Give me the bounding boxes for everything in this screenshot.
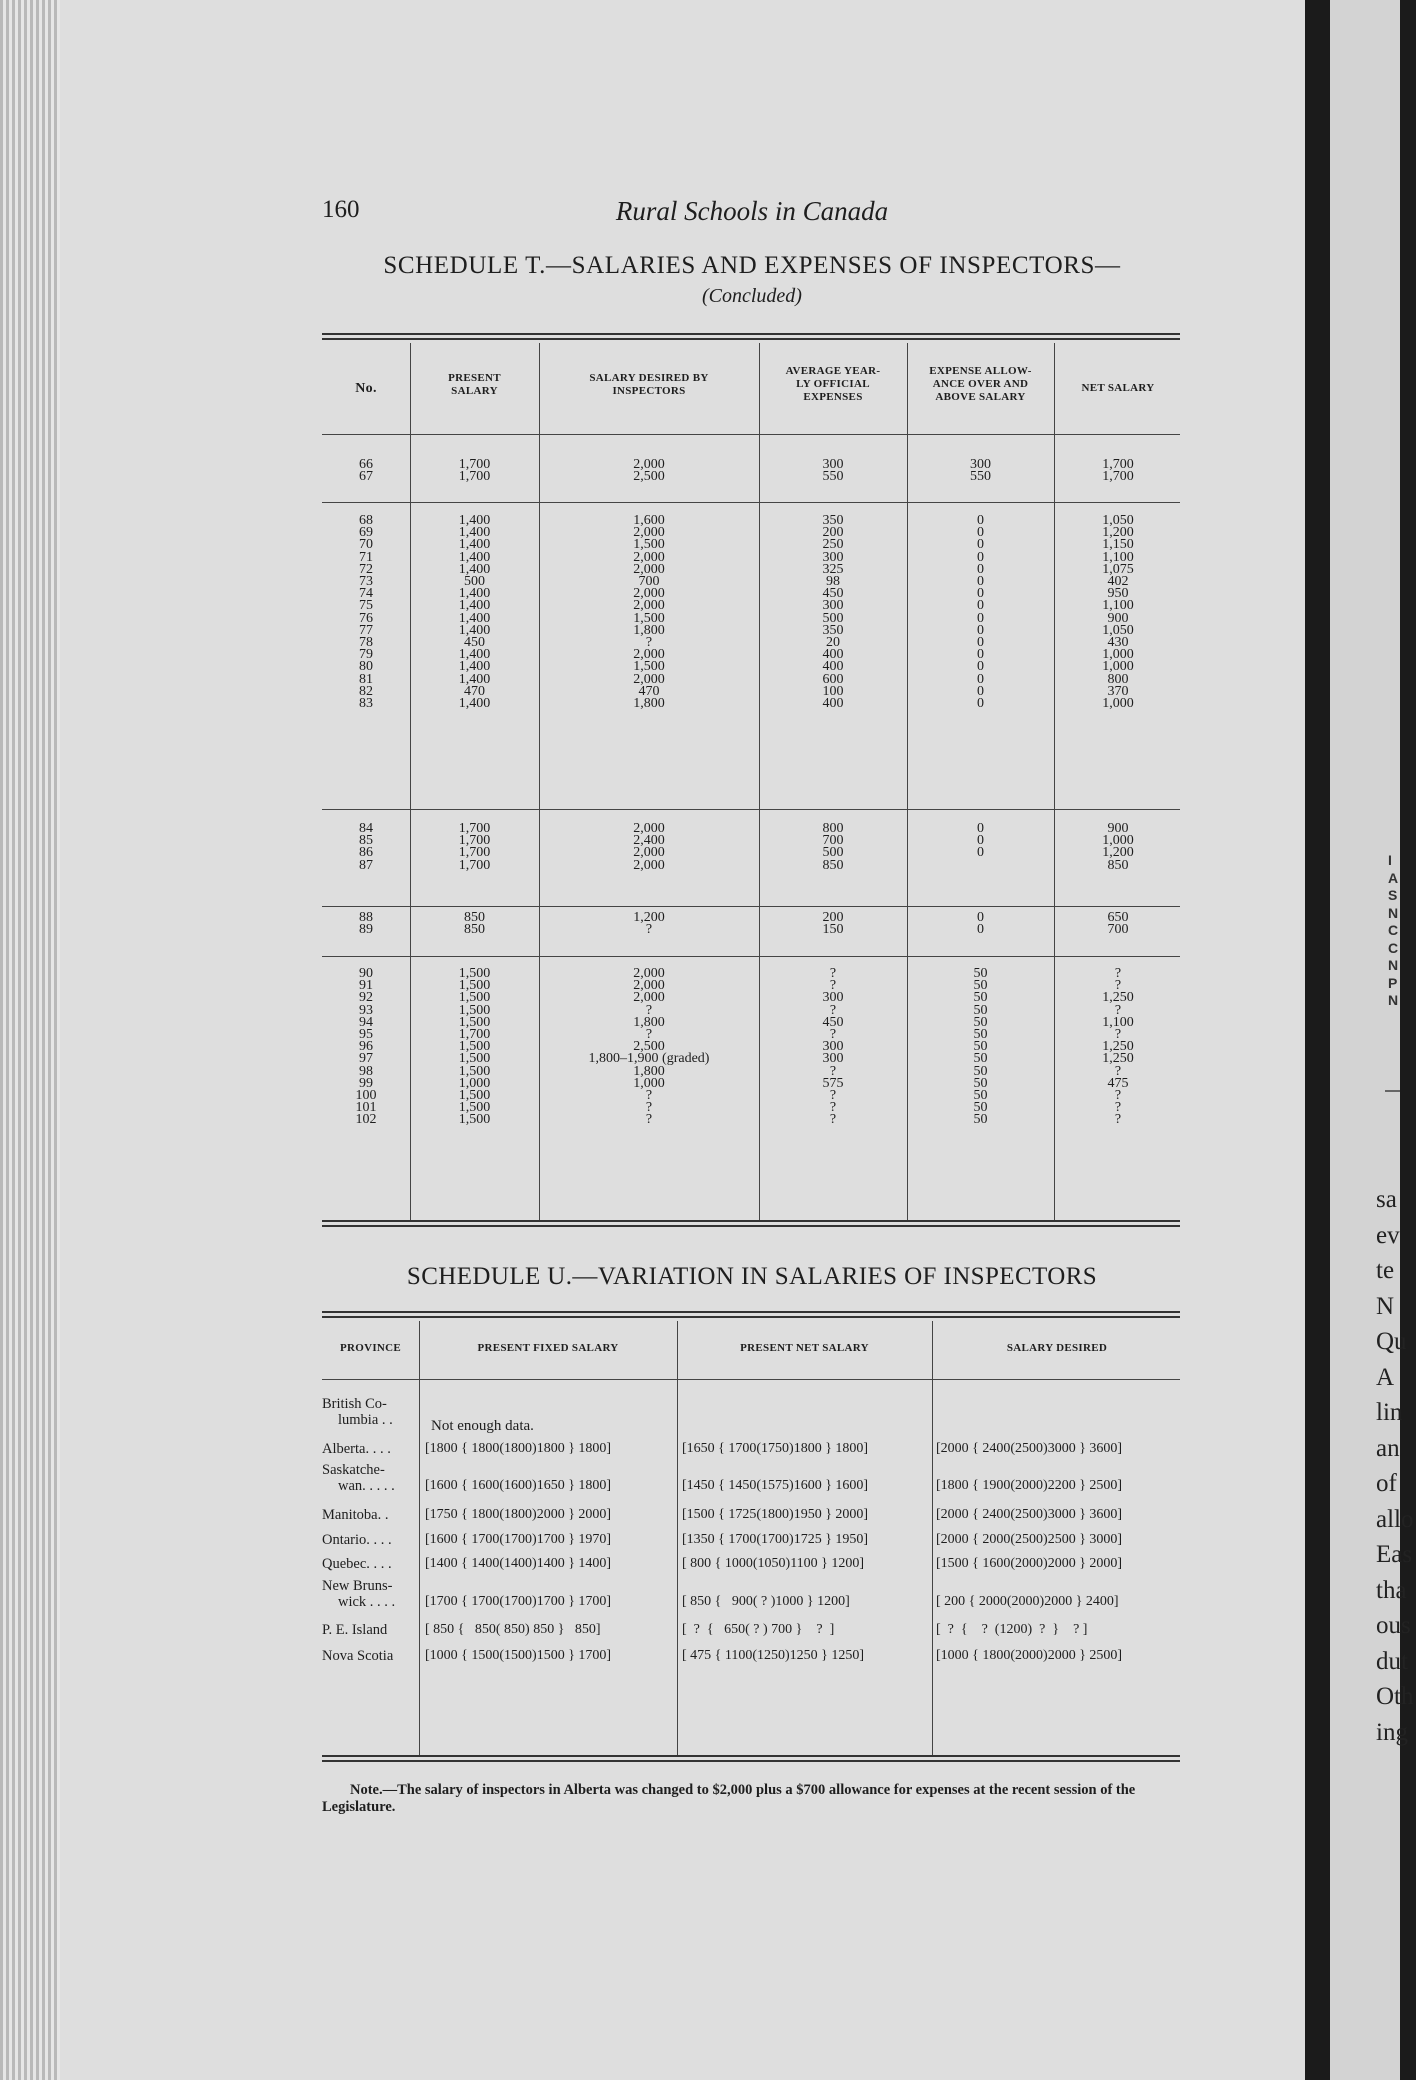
cell-value: [ 200 { 2000(2000)2000 } 2400] — [936, 1594, 1119, 1609]
group-3-present: 1,700 1,700 1,700 1,700 — [458, 821, 491, 873]
page-number: 160 — [322, 196, 360, 223]
column-rule — [677, 1321, 678, 1755]
province-name: Alberta. . . . — [322, 1441, 391, 1457]
col-header-average-expenses: AVERAGE YEAR- LY OFFICIAL EXPENSES — [785, 365, 881, 403]
cell-value: [ ? { ? (1200) ? } ? ] — [936, 1622, 1088, 1637]
table-note: Note.—The salary of inspectors in Alberta was changed to $2,000 plus a $700 allowance for expenses at the recent session of the Legislature. — [322, 1782, 1136, 1815]
province-name: P. E. Island — [322, 1622, 388, 1638]
schedule-t-title: SCHEDULE T.—SALARIES AND EXPENSES OF INSPECTORS— — [383, 252, 1121, 279]
cell-value: [1750 { 1800(1800)2000 } 2000] — [425, 1507, 612, 1522]
schedule-t-subtitle: (Concluded) — [702, 285, 802, 307]
col-header-expense-allowance: EXPENSE ALLOW- ANCE OVER AND ABOVE SALARY — [929, 365, 1032, 403]
col-header-present-net-salary: PRESENT NET SALARY — [740, 1342, 869, 1354]
group-5-allowance: 50 50 50 50 50 50 50 50 50 50 50 50 50 — [973, 966, 988, 1128]
column-rule — [932, 1321, 933, 1755]
header-rule — [322, 434, 1180, 435]
cell-value: [1450 { 1450(1575)1600 } 1600] — [682, 1478, 869, 1493]
group-2-no: 68 69 70 71 72 73 74 75 76 77 78 79 80 81 82 83 — [359, 513, 373, 712]
group-1-allowance: 300 550 — [970, 457, 991, 485]
group-4-desired: 1,200 ? — [633, 910, 665, 938]
schedule-u-title: SCHEDULE U.—VARIATION IN SALARIES OF INSPECTORS — [406, 1263, 1098, 1290]
column-rule — [419, 1321, 420, 1755]
group-5-net: ? ? 1,250 ? 1,100 ? 1,250 1,250 ? 475 ? ? ? — [1102, 966, 1134, 1128]
cell-value: [ 800 { 1000(1050)1100 } 1200] — [682, 1556, 865, 1571]
cell-value: [ 850 { 850( 850) 850 } 850] — [425, 1622, 601, 1637]
group-1-desired: 2,000 2,500 — [633, 457, 665, 485]
cell-value: [1600 { 1700(1700)1700 } 1970] — [425, 1532, 612, 1547]
province-name: Saskatche- — [322, 1462, 385, 1478]
group-3-allowance: 0 0 0 — [977, 821, 984, 861]
province-name: British Co- — [322, 1396, 387, 1412]
province-name: lumbia . . — [338, 1412, 393, 1428]
group-4-present: 850 850 — [464, 910, 485, 938]
group-5-no: 90 91 92 93 94 95 96 97 98 99 100 101 102 — [355, 966, 377, 1128]
group-2-desired: 1,600 2,000 1,500 2,000 2,000 700 2,000 2,000 1,500 1,800 ? 2,000 1,500 2,000 470 1,800 — [633, 513, 665, 712]
cell-value: [1350 { 1700(1700)1725 } 1950] — [682, 1532, 869, 1547]
cell-value: [ 850 { 900( ? )1000 } 1200] — [682, 1594, 850, 1609]
group-3-expenses: 800 700 500 850 — [822, 821, 844, 873]
cell-value: [1500 { 1725(1800)1950 } 2000] — [682, 1507, 869, 1522]
group-1-expenses: 300 550 — [822, 457, 844, 485]
facing-page — [1330, 0, 1400, 2080]
cell-value: [2000 { 2400(2500)3000 } 3600] — [936, 1441, 1123, 1456]
province-name: wick . . . . — [338, 1594, 396, 1610]
group-3-desired: 2,000 2,400 2,000 2,000 — [633, 821, 665, 873]
cell-value: [2000 { 2400(2500)3000 } 3600] — [936, 1507, 1123, 1522]
province-name: Nova Scotia — [322, 1648, 394, 1664]
group-rule — [322, 906, 1180, 907]
col-header-salary-desired: SALARY DESIRED BY INSPECTORS — [589, 372, 709, 397]
cell-value: Not enough data. — [431, 1418, 534, 1434]
running-title: Rural Schools in Canada — [615, 196, 889, 226]
province-name: Quebec. . . . — [322, 1556, 392, 1572]
province-name: Ontario. . . . — [322, 1532, 392, 1548]
col-header-salary-desired: SALARY DESIRED — [1006, 1342, 1108, 1354]
cell-value: [1000 { 1800(2000)2000 } 2500] — [936, 1648, 1123, 1663]
col-header-present-fixed-salary: PRESENT FIXED SALARY — [477, 1342, 619, 1354]
group-3-net: 900 1,000 1,200 850 — [1102, 821, 1134, 873]
group-5-present: 1,500 1,500 1,500 1,500 1,500 1,700 1,500 1,500 1,500 1,000 1,500 1,500 1,500 — [458, 966, 491, 1128]
group-5-expenses: ? ? 300 ? 450 ? 300 300 ? 575 ? ? ? — [822, 966, 844, 1128]
col-header-present-salary: PRESENT SALARY — [448, 372, 501, 397]
book-binding-edge — [0, 0, 60, 2080]
col-header-no: No. — [355, 381, 377, 396]
cell-value: [1800 { 1800(1800)1800 } 1800] — [425, 1441, 612, 1456]
facing-page-rule — [1385, 1090, 1400, 1092]
table-bottom-rule — [322, 1220, 1180, 1227]
province-name: wan. . . . . — [338, 1478, 395, 1494]
cell-value: [ 475 { 1100(1250)1250 } 1250] — [682, 1648, 865, 1663]
facing-page-text-fragments: sa ev te N Qu A lin an of allo Eas tha ous dut Oth ing — [1376, 1186, 1414, 1746]
group-rule — [322, 956, 1180, 957]
group-2-expenses: 350 200 250 300 325 98 450 300 500 350 20 400 400 600 100 400 — [822, 513, 844, 712]
cell-value: [1600 { 1600(1600)1650 } 1800] — [425, 1478, 612, 1493]
col-header-net-salary: NET SALARY — [1081, 382, 1155, 394]
cell-value: [1400 { 1400(1400)1400 } 1400] — [425, 1556, 612, 1571]
group-4-no: 88 89 — [359, 910, 373, 938]
group-4-allowance: 0 0 — [977, 910, 984, 938]
group-4-expenses: 200 150 — [822, 910, 844, 938]
table-top-rule — [322, 1311, 1180, 1318]
group-1-present: 1,700 1,700 — [458, 457, 491, 485]
group-3-no: 84 85 86 87 — [359, 821, 373, 873]
cell-value: [2000 { 2000(2500)2500 } 3000] — [936, 1532, 1123, 1547]
province-name: Manitoba. . — [322, 1507, 389, 1523]
group-2-present: 1,400 1,400 1,400 1,400 1,400 500 1,400 1,400 1,400 1,400 450 1,400 1,400 1,400 470 1,400 — [458, 513, 491, 712]
group-2-net: 1,050 1,200 1,150 1,100 1,075 402 950 1,100 900 1,050 430 1,000 1,000 800 370 1,000 — [1102, 513, 1134, 712]
group-1-no: 66 67 — [359, 457, 373, 485]
cell-value: [1700 { 1700(1700)1700 } 1700] — [425, 1594, 612, 1609]
group-4-net: 650 700 — [1107, 910, 1129, 938]
table-bottom-rule — [322, 1755, 1180, 1762]
province-name: New Bruns- — [322, 1578, 393, 1594]
group-1-net: 1,700 1,700 — [1102, 457, 1134, 485]
group-rule — [322, 809, 1180, 810]
header-rule — [322, 1379, 1180, 1380]
group-rule — [322, 502, 1180, 503]
cell-value: [1650 { 1700(1750)1800 } 1800] — [682, 1441, 869, 1456]
table-top-rule — [322, 333, 1180, 340]
facing-page-letters: I A S N C C N P N — [1388, 852, 1399, 1008]
group-2-allowance: 0 0 0 0 0 0 0 0 0 0 0 0 0 0 0 0 — [977, 513, 984, 712]
cell-value: [1000 { 1500(1500)1500 } 1700] — [425, 1648, 612, 1663]
col-header-province: PROVINCE — [339, 1342, 402, 1354]
cell-value: [ ? { 650( ? ) 700 } ? ] — [682, 1622, 835, 1637]
cell-value: [1800 { 1900(2000)2200 } 2500] — [936, 1478, 1123, 1493]
cell-value: [1500 { 1600(2000)2000 } 2000] — [936, 1556, 1123, 1571]
group-5-desired: 2,000 2,000 2,000 ? 1,800 ? 2,500 1,800–1,900 (graded) 1,800 1,000 ? ? ? — [588, 966, 710, 1128]
